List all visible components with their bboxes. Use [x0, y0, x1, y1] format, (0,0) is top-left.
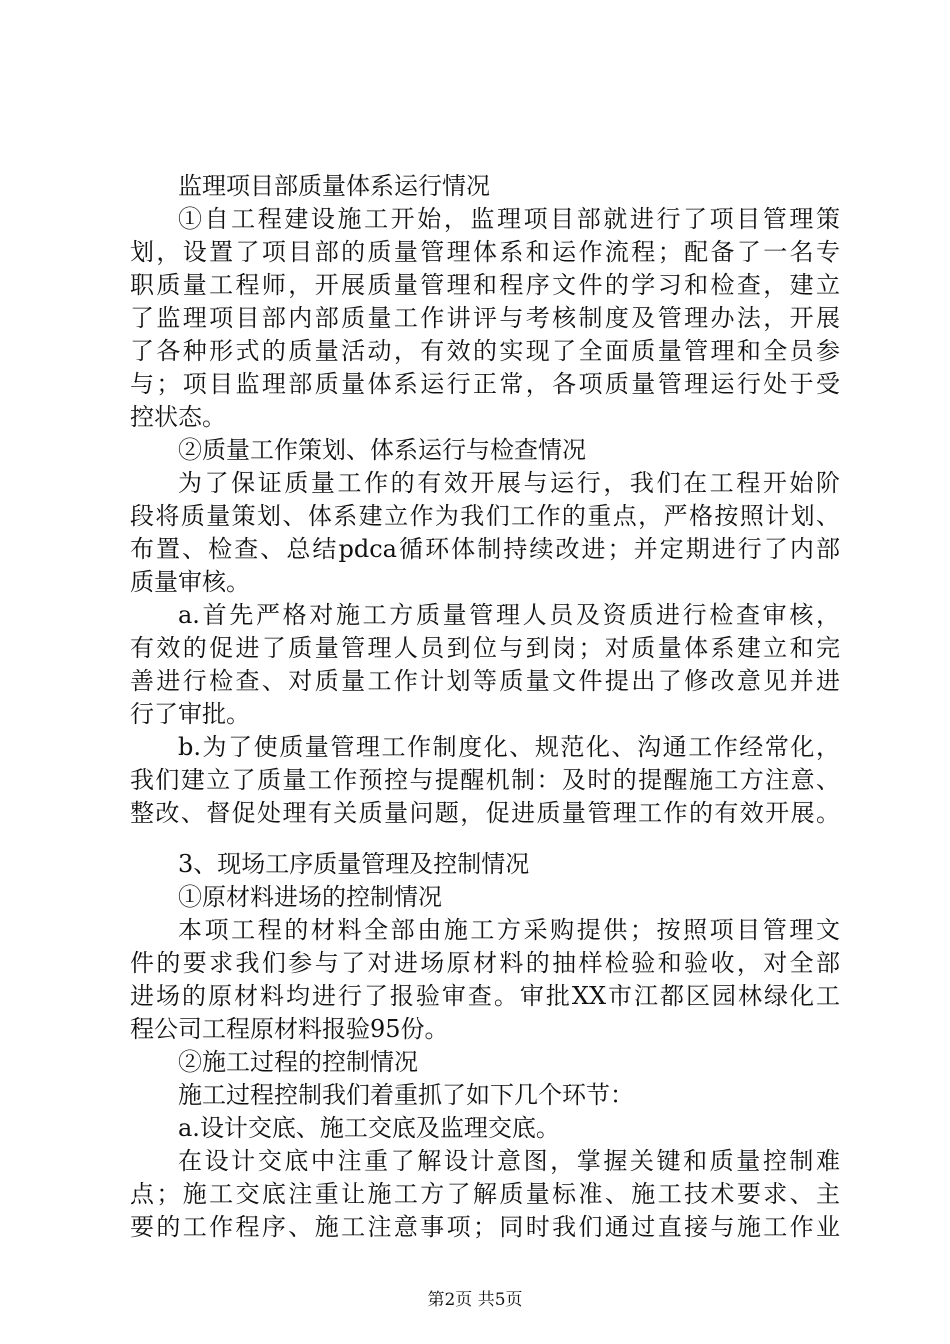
paragraph-line: 控状态。	[130, 403, 226, 431]
page-number-footer: 第2页 共5页	[427, 1290, 523, 1310]
paragraph-line: 了监理项目部内部质量工作讲评与考核制度及管理办法，开展	[130, 304, 840, 332]
paragraph-line: 了各种形式的质量活动，有效的实现了全面质量管理和全员参	[130, 337, 840, 365]
paragraph-line: 要的工作程序、施工注意事项；同时我们通过直接与施工作业	[130, 1213, 840, 1241]
paragraph-line: 件的要求我们参与了对进场原材料的抽样检验和验收，对全部	[130, 949, 840, 977]
paragraph-line: ①自工程建设施工开始，监理项目部就进行了项目管理策	[178, 205, 840, 233]
paragraph-line: 有效的促进了质量管理人员到位与到岗；对质量体系建立和完	[130, 634, 840, 662]
subsection-heading: ②质量工作策划、体系运行与检查情况	[178, 436, 586, 464]
paragraph-line: 我们建立了质量工作预控与提醒机制：及时的提醒施工方注意、	[130, 766, 840, 794]
paragraph-line: a.首先严格对施工方质量管理人员及资质进行检查审核，	[178, 601, 840, 629]
paragraph-line: 点；施工交底注重让施工方了解质量标准、施工技术要求、主	[130, 1180, 840, 1208]
paragraph-line: 施工过程控制我们着重抓了如下几个环节：	[178, 1081, 634, 1109]
paragraph-line: a.设计交底、施工交底及监理交底。	[178, 1114, 560, 1142]
paragraph-line: 行了审批。	[130, 700, 250, 728]
paragraph-line: 本项工程的材料全部由施工方采购提供；按照项目管理文	[178, 916, 840, 944]
subsection-heading: ①原材料进场的控制情况	[178, 883, 442, 911]
paragraph-line: 布置、检查、总结pdca循环体制持续改进；并定期进行了内部	[130, 535, 840, 563]
paragraph-line: 进场的原材料均进行了报验审查。审批XX市江都区园林绿化工	[130, 982, 840, 1010]
paragraph-line: 程公司工程原材料报验95份。	[130, 1015, 449, 1043]
paragraph-line: 划，设置了项目部的质量管理体系和运作流程；配备了一名专	[130, 238, 840, 266]
paragraph-line: b.为了使质量管理工作制度化、规范化、沟通工作经常化，	[178, 733, 840, 761]
paragraph-line: 与；项目监理部质量体系运行正常，各项质量管理运行处于受	[130, 370, 840, 398]
section-heading: 监理项目部质量体系运行情况	[178, 172, 490, 200]
section-heading: 3、现场工序质量管理及控制情况	[178, 850, 530, 878]
subsection-heading: ②施工过程的控制情况	[178, 1048, 418, 1076]
paragraph-line: 段将质量策划、体系建立作为我们工作的重点，严格按照计划、	[130, 502, 840, 530]
paragraph-line: 善进行检查、对质量工作计划等质量文件提出了修改意见并进	[130, 667, 840, 695]
paragraph-line: 为了保证质量工作的有效开展与运行，我们在工程开始阶	[178, 469, 840, 497]
paragraph-line: 在设计交底中注重了解设计意图，掌握关键和质量控制难	[178, 1147, 840, 1175]
paragraph-line: 质量审核。	[130, 568, 250, 596]
paragraph-line: 整改、督促处理有关质量问题，促进质量管理工作的有效开展。	[130, 799, 840, 827]
paragraph-line: 职质量工程师，开展质量管理和程序文件的学习和检查，建立	[130, 271, 840, 299]
